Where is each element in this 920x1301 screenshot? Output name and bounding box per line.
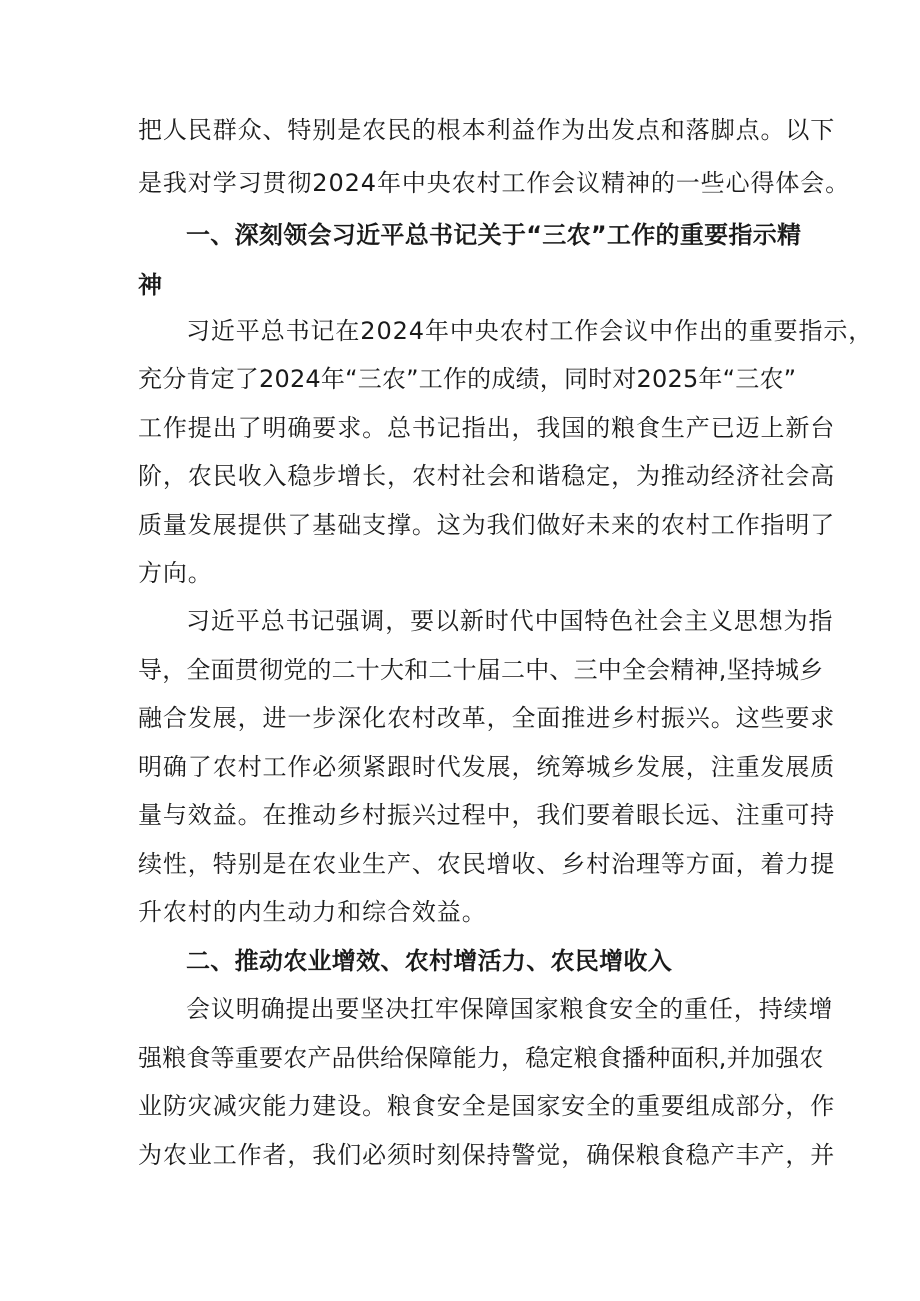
body-text-line: 把人民群众、特别是农民的根本利益作为出发点和落脚点。以下 — [138, 116, 836, 144]
section-heading-1-continued: 神 — [138, 271, 163, 299]
body-text-line: 明确了农村工作必须紧跟时代发展，统筹城乡发展，注重发展质 — [138, 753, 836, 781]
paragraph-first-line: 习近平总书记强调，要以新时代中国特色社会主义思想为指 — [186, 607, 834, 635]
body-text-line: 强粮食等重要农产品供给保障能力，稳定粮食播种面积,并加强农 — [138, 1044, 824, 1072]
body-text-line: 方向。 — [138, 559, 213, 587]
body-text-line: 工作提出了明确要求。总书记指出，我国的粮食生产已迈上新台 — [138, 414, 836, 442]
body-text-line: 升农村的内生动力和综合效益。 — [138, 898, 487, 926]
body-text-line: 是我对学习贯彻2024年中央农村工作会议精神的一些心得体会。 — [138, 169, 851, 197]
body-text-line: 融合发展，进一步深化农村改革，全面推进乡村振兴。这些要求 — [138, 704, 836, 732]
body-text-line: 阶，农民收入稳步增长，农村社会和谐稳定，为推动经济社会高 — [138, 462, 836, 490]
paragraph-first-line: 习近平总书记在2024年中央农村工作会议中作出的重要指示， — [186, 317, 874, 345]
section-heading-2: 二、推动农业增效、农村增活力、农民增收入 — [186, 947, 672, 975]
body-text-line: 续性，特别是在农业生产、农民增收、乡村治理等方面，着力提 — [138, 850, 836, 878]
body-text-line: 充分肯定了2024年“三农”工作的成绩，同时对2025年“三农” — [138, 365, 797, 393]
body-text-line: 导，全面贯彻党的二十大和二十届二中、三中全会精神,坚持城乡 — [138, 656, 824, 684]
body-text-line: 为农业工作者，我们必须时刻保持警觉，确保粮食稳产丰产，并 — [138, 1141, 836, 1169]
body-text-line: 业防灾减灾能力建设。粮食安全是国家安全的重要组成部分，作 — [138, 1092, 836, 1120]
body-text-line: 质量发展提供了基础支撑。这为我们做好未来的农村工作指明了 — [138, 511, 836, 539]
body-text-line: 量与效益。在推动乡村振兴过程中，我们要着眼长远、注重可持 — [138, 801, 836, 829]
section-heading-1: 一、深刻领会习近平总书记关于“三农”工作的重要指示精 — [186, 221, 802, 249]
paragraph-first-line: 会议明确提出要坚决扛牢保障国家粮食安全的重任，持续增 — [186, 995, 834, 1023]
